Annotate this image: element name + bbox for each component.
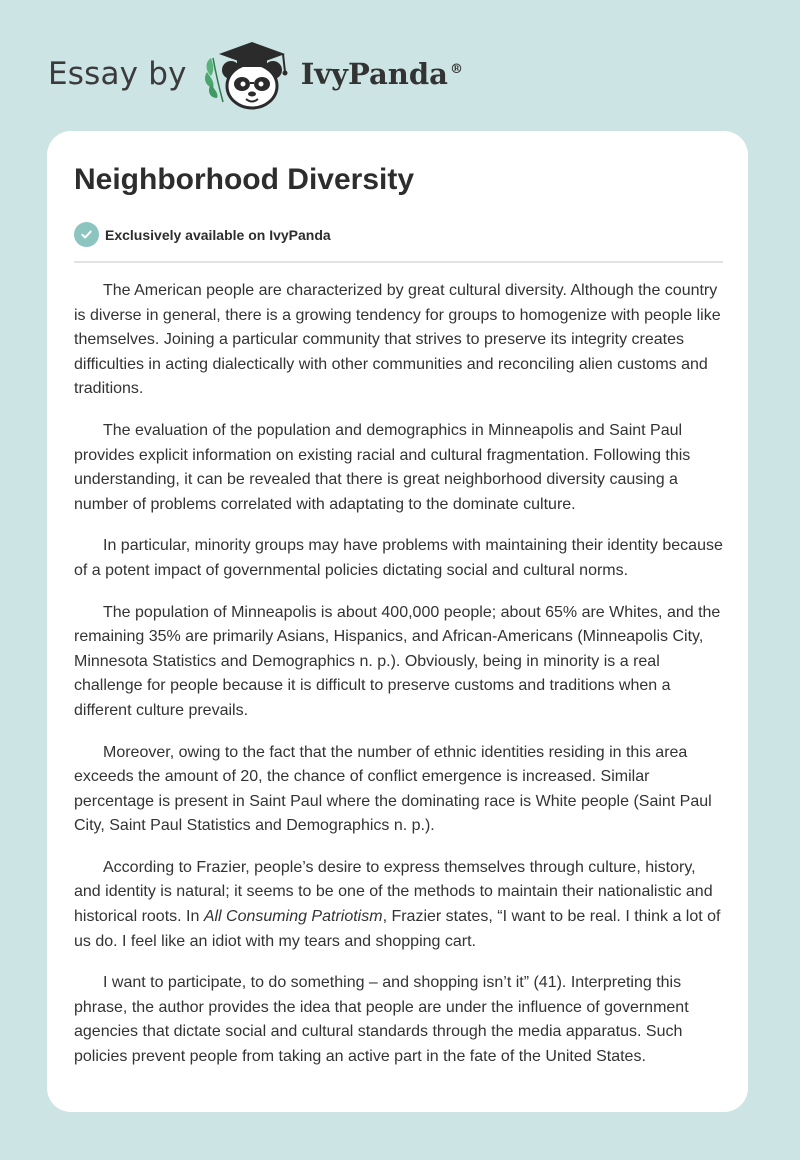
exclusive-badge [74,222,331,247]
paragraph: In particular, minority groups may have problems with maintaining their identity because of a potent impact of governmental policies dictating social and cultural norms. [74,537,723,579]
book-title: All Consuming Patriotism [203,908,383,926]
essay-card [47,131,748,1112]
check-circle-icon [74,222,99,247]
essay-body [74,279,724,1087]
essay-by-label: Essay by [48,56,187,92]
brand-name[interactable]: IvyPanda ® [300,57,463,91]
paragraph: The population of Minneapolis is about 400,000 people; about 65% are Whites, and the remaining 35% are primarily Asians, Hispanics, and African-Americans (Minneapolis City, Minnesota Statistics and Demographics n. p.). Obviously, being in minority is a real challenge for people because it is difficult to preserve customs and traditions when a different culture prevails. [74,603,721,719]
site-header [48,36,508,112]
paragraph: The American people are characterized by great cultural diversity. Although the country is diverse in general, there is a growing tendency for groups to homogenize with people like themselves. Joining a particular community that strives to preserve its integrity creates difficulties in acting dialectically with other communities and reconciling alien customs and traditions. [74,282,721,398]
paragraph: I want to participate, to do something – and shopping isn’t it” (41). Interpreting this phrase, the author provides the idea that people are under the influence of government agencies that dictate social and cultural standards through the media apparatus. Such policies prevent people from taking an active part in the fate of the United States. [74,974,689,1066]
divider [74,261,723,263]
registered-mark: ® [449,62,463,78]
paragraph: Moreover, owing to the fact that the number of ethnic identities residing in this area exceeds the amount of 20, the chance of conflict emergence is increased. Similar percentage is present in Saint Paul where the dominating race is White people (Saint Paul City, Saint Paul Statistics and Demographics n. p.). [74,743,712,835]
badge-text: Exclusively available on IvyPanda [105,226,331,243]
page-title: Neighborhood Diversity [74,163,415,196]
paragraph: The evaluation of the population and demographics in Minneapolis and Saint Paul provides explicit information on existing racial and cultural fragmentation. Following this understanding, it can be revealed that there is great neighborhood diversity causing a number of problems correlated with adaptating to the dominate culture. [74,421,691,513]
paragraph-text: According to Frazier, people’s desire to express themselves through culture, history, and identity is natural; it seems to be one of the methods to maintain their nationalistic and historical roots. In [74,858,713,926]
panda-logo-icon[interactable] [201,36,297,112]
paragraph [74,856,724,954]
paragraph-text: , Frazier states, “I want to be real. I think a lot of us do. I feel like an idiot with my tears and shopping cart. [74,908,721,950]
